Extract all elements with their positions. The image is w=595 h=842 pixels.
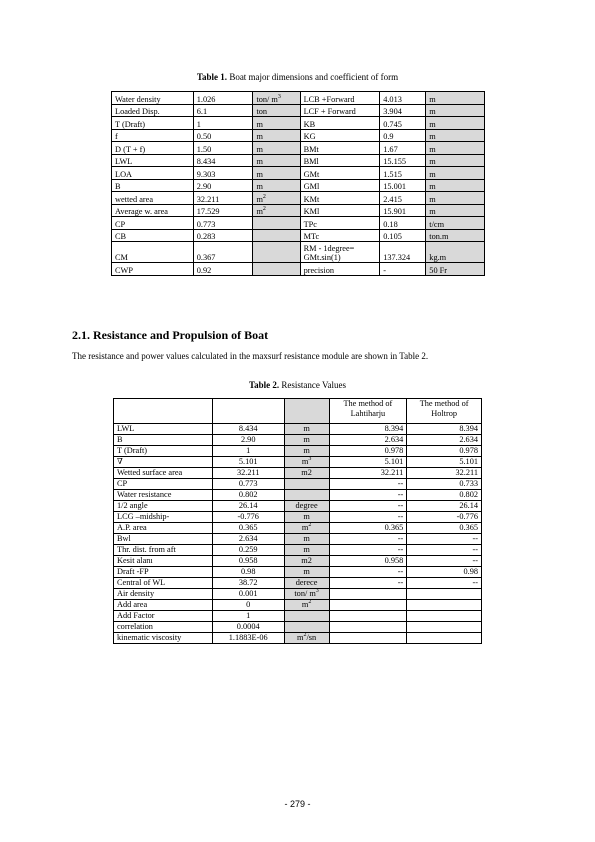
parameter-label: Loaded Disp. xyxy=(112,104,194,117)
parameter-unit-2: m xyxy=(426,192,485,205)
label-line-1: RM - 1degree= xyxy=(303,244,355,253)
header-blank-cell xyxy=(212,399,284,424)
parameter-label-2: KB xyxy=(300,117,380,130)
table2-caption xyxy=(0,380,595,390)
parameter-value: 0.958 xyxy=(212,556,284,567)
parameter-label: LOA xyxy=(112,167,194,180)
parameter-label: B xyxy=(112,179,194,192)
parameter-value: -0.776 xyxy=(212,512,284,523)
parameter-value: 1.1883E-06 xyxy=(212,633,284,644)
unit-text: m xyxy=(301,600,309,609)
holtrop-value xyxy=(407,611,482,622)
parameter-value: 0.001 xyxy=(212,589,284,600)
table-row xyxy=(112,204,485,217)
parameter-value-2: 1.515 xyxy=(380,167,426,180)
lahtiharju-value xyxy=(329,600,407,611)
table-row xyxy=(112,179,485,192)
unit-text: m xyxy=(301,523,309,532)
unit-exponent: 2 xyxy=(262,206,266,213)
unit-text: m xyxy=(256,182,263,191)
parameter-label: T (Draft) xyxy=(112,117,194,130)
holtrop-value: 26.14 xyxy=(407,501,482,512)
table-row xyxy=(114,567,482,578)
parameter-label-2: LCF + Forward xyxy=(300,104,380,117)
parameter-unit xyxy=(284,479,329,490)
parameter-value-2: 4.013 xyxy=(380,92,426,105)
parameter-label: D (T + f) xyxy=(112,142,194,155)
table-row xyxy=(112,167,485,180)
table-row xyxy=(112,217,485,230)
label-line-2: GMt.sin(1) xyxy=(303,253,341,262)
unit-text: m xyxy=(256,194,263,204)
parameter-unit xyxy=(284,545,329,556)
table-row xyxy=(114,589,482,600)
table-row xyxy=(114,633,482,644)
parameter-unit xyxy=(284,490,329,501)
lahtiharju-value: -- xyxy=(329,545,407,556)
holtrop-value xyxy=(407,600,482,611)
parameter-label: Water density xyxy=(112,92,194,105)
parameter-unit-2: m xyxy=(426,167,485,180)
table-row xyxy=(114,556,482,567)
parameter-value: 0.259 xyxy=(212,545,284,556)
unit-text: derece xyxy=(295,578,318,587)
header-blank-cell xyxy=(284,399,329,424)
header-blank-cell xyxy=(114,399,213,424)
parameter-value-2: 137.324 xyxy=(380,242,426,263)
parameter-unit xyxy=(253,204,300,217)
parameter-label-2: KMl xyxy=(300,204,380,217)
lahtiharju-value: -- xyxy=(329,567,407,578)
table-row xyxy=(114,523,482,534)
parameter-unit-2: m xyxy=(426,92,485,105)
parameter-label-2: MTc xyxy=(300,229,380,242)
parameter-label: LWL xyxy=(112,154,194,167)
table-row xyxy=(114,611,482,622)
parameter-unit xyxy=(253,154,300,167)
parameter-unit xyxy=(284,534,329,545)
parameter-label: Air density xyxy=(114,589,213,600)
parameter-value: 0.367 xyxy=(193,242,253,263)
parameter-label: 1/2 angle xyxy=(114,501,213,512)
parameter-unit xyxy=(284,512,329,523)
table-row xyxy=(114,490,482,501)
parameter-label: Central of WL xyxy=(114,578,213,589)
parameter-unit xyxy=(253,92,300,105)
unit-text: m xyxy=(303,534,310,543)
unit-text: ton/ m xyxy=(294,589,316,598)
parameter-unit xyxy=(284,611,329,622)
unit-text: m xyxy=(256,144,263,154)
unit-text: m xyxy=(297,633,304,642)
unit-text: m xyxy=(303,512,310,521)
table-row xyxy=(112,92,485,105)
parameter-value: 0.365 xyxy=(212,523,284,534)
lahtiharju-value: 0.365 xyxy=(329,523,407,534)
parameter-unit-2: m xyxy=(426,104,485,117)
parameter-label: LWL xyxy=(114,424,213,435)
parameter-unit xyxy=(284,435,329,446)
parameter-label-2: precision xyxy=(300,263,380,276)
parameter-value-2: 2.415 xyxy=(380,192,426,205)
header-holtrop: The method of Holtrop xyxy=(407,399,482,424)
parameter-unit-2: m xyxy=(426,154,485,167)
holtrop-value: 0.365 xyxy=(407,523,482,534)
holtrop-value: -- xyxy=(407,545,482,556)
table-row xyxy=(114,468,482,479)
table-row xyxy=(114,424,482,435)
holtrop-value xyxy=(407,589,482,600)
parameter-label-2: KG xyxy=(300,129,380,142)
holtrop-value: 0.978 xyxy=(407,446,482,457)
table2-caption-label: Table 2. xyxy=(248,380,280,390)
parameter-value-2: 0.9 xyxy=(380,129,426,142)
parameter-unit xyxy=(284,556,329,567)
parameter-value: 5.101 xyxy=(212,457,284,468)
lahtiharju-value: 5.101 xyxy=(329,457,407,468)
parameter-unit xyxy=(284,457,329,468)
unit-exponent: 3 xyxy=(277,93,281,100)
parameter-unit xyxy=(284,446,329,457)
unit-exponent: 2 xyxy=(308,522,312,529)
parameter-label-2: TPc xyxy=(300,217,380,230)
holtrop-value: 0.98 xyxy=(407,567,482,578)
parameter-value: 1 xyxy=(212,611,284,622)
lahtiharju-value: -- xyxy=(329,512,407,523)
table-row xyxy=(114,512,482,523)
table2-caption-text: Resistance Values xyxy=(279,380,346,390)
parameter-label: CP xyxy=(112,217,194,230)
parameter-unit xyxy=(284,424,329,435)
table-row xyxy=(114,446,482,457)
parameter-value: 6.1 xyxy=(193,104,253,117)
holtrop-value: -- xyxy=(407,534,482,545)
parameter-label: CP xyxy=(114,479,213,490)
parameter-label: Draft -FP xyxy=(114,567,213,578)
parameter-label: Wetted surface area xyxy=(114,468,213,479)
section-heading: 2.1. Resistance and Propulsion of Boat xyxy=(72,328,269,342)
unit-exponent: 2 xyxy=(303,632,307,639)
unit-text: m xyxy=(256,207,263,216)
parameter-label-2 xyxy=(300,242,380,263)
parameter-value: 2.90 xyxy=(212,435,284,446)
unit-text: m xyxy=(303,424,310,433)
parameter-unit-2: m xyxy=(426,117,485,130)
page-number: - 279 - xyxy=(284,799,311,809)
parameter-label: ∇ xyxy=(114,457,213,468)
parameter-value: 1.026 xyxy=(193,92,253,105)
holtrop-value: 2.634 xyxy=(407,435,482,446)
parameter-unit-2: kg.m xyxy=(426,242,485,263)
holtrop-value: 8.394 xyxy=(407,424,482,435)
parameter-value: 38.72 xyxy=(212,578,284,589)
parameter-value: 1.50 xyxy=(193,142,253,155)
parameter-value: 1 xyxy=(212,446,284,457)
table-row xyxy=(114,435,482,446)
parameter-unit xyxy=(253,117,300,130)
table-row xyxy=(114,479,482,490)
unit-text: m xyxy=(256,119,263,129)
table1-caption-label: Table 1. xyxy=(196,72,228,82)
lahtiharju-value: 2.634 xyxy=(329,435,407,446)
holtrop-value: -- xyxy=(407,556,482,567)
parameter-unit xyxy=(284,523,329,534)
table-row xyxy=(112,104,485,117)
parameter-unit xyxy=(284,468,329,479)
unit-text: ton xyxy=(256,107,268,116)
parameter-unit xyxy=(253,142,300,155)
parameter-value: 17.529 xyxy=(193,204,253,217)
parameter-value-2: - xyxy=(380,263,426,276)
resistance-table-header xyxy=(114,399,482,424)
lahtiharju-value xyxy=(329,611,407,622)
unit-text: ton/ m xyxy=(256,94,278,104)
lahtiharju-value xyxy=(329,622,407,633)
parameter-value-2: 0.18 xyxy=(380,217,426,230)
parameter-unit xyxy=(284,622,329,633)
parameter-unit xyxy=(253,242,300,263)
table1-caption-text: Boat major dimensions and coefficient of form xyxy=(227,72,399,82)
parameter-unit xyxy=(253,167,300,180)
parameter-label-2: LCB +Forward xyxy=(300,92,380,105)
parameter-unit xyxy=(253,104,300,117)
table1-caption xyxy=(0,72,595,82)
parameter-unit xyxy=(253,179,300,192)
lahtiharju-value xyxy=(329,633,407,644)
parameter-value: 0.773 xyxy=(212,479,284,490)
table-row xyxy=(112,229,485,242)
table-row xyxy=(112,129,485,142)
parameter-label: wetted area xyxy=(112,192,194,205)
unit-text: m xyxy=(303,435,310,444)
parameter-value-2: 1.67 xyxy=(380,142,426,155)
parameter-unit-2: 50 Fr xyxy=(426,263,485,276)
parameter-unit xyxy=(284,578,329,589)
parameter-value-2: 15.155 xyxy=(380,154,426,167)
table-row xyxy=(114,534,482,545)
holtrop-value: 0.802 xyxy=(407,490,482,501)
parameter-value: 9.303 xyxy=(193,167,253,180)
holtrop-value xyxy=(407,622,482,633)
parameter-label: Bwl xyxy=(114,534,213,545)
parameter-label: Add Factor xyxy=(114,611,213,622)
holtrop-value xyxy=(407,633,482,644)
parameter-unit-2: m xyxy=(426,204,485,217)
table-row xyxy=(114,501,482,512)
table-row xyxy=(114,545,482,556)
parameter-unit-2: ton.m xyxy=(426,229,485,242)
lahtiharju-value xyxy=(329,589,407,600)
unit-text: m xyxy=(256,157,263,166)
parameter-label-2: BMt xyxy=(300,142,380,155)
parameter-value: 32.211 xyxy=(193,192,253,205)
parameter-value: 0.92 xyxy=(193,263,253,276)
parameter-value: 8.434 xyxy=(212,424,284,435)
parameter-unit xyxy=(253,229,300,242)
parameter-unit xyxy=(284,567,329,578)
lahtiharju-value: -- xyxy=(329,578,407,589)
table-row xyxy=(114,600,482,611)
unit-text: m2 xyxy=(301,468,312,477)
parameter-value-2: 3.904 xyxy=(380,104,426,117)
parameter-value: 0.50 xyxy=(193,129,253,142)
parameter-unit-2: t/cm xyxy=(426,217,485,230)
parameter-label: correlation xyxy=(114,622,213,633)
parameter-unit xyxy=(253,192,300,205)
unit-suffix: /sn xyxy=(306,633,317,642)
parameter-label-2: GMl xyxy=(300,179,380,192)
lahtiharju-value: 0.958 xyxy=(329,556,407,567)
parameter-label: B xyxy=(114,435,213,446)
parameter-unit-2: m xyxy=(426,129,485,142)
parameter-value: 8.434 xyxy=(193,154,253,167)
table-row xyxy=(112,154,485,167)
parameter-label: Average w. area xyxy=(112,204,194,217)
parameter-label-2: GMt xyxy=(300,167,380,180)
lahtiharju-value: 0.978 xyxy=(329,446,407,457)
holtrop-value: -0.776 xyxy=(407,512,482,523)
table-row xyxy=(112,142,485,155)
parameter-unit-2: m xyxy=(426,179,485,192)
lahtiharju-value: -- xyxy=(329,501,407,512)
holtrop-value: 32.211 xyxy=(407,468,482,479)
parameter-value-2: 0.745 xyxy=(380,117,426,130)
lahtiharju-value: 8.394 xyxy=(329,424,407,435)
unit-text: m xyxy=(303,567,310,576)
unit-text: m xyxy=(256,169,263,179)
parameter-value: 0.98 xyxy=(212,567,284,578)
parameter-unit xyxy=(284,589,329,600)
parameter-label: T (Draft) xyxy=(114,446,213,457)
table-row xyxy=(112,242,485,263)
lahtiharju-value: -- xyxy=(329,479,407,490)
parameter-label: Kesit alanı xyxy=(114,556,213,567)
parameter-value: 0.0004 xyxy=(212,622,284,633)
table-row xyxy=(114,578,482,589)
parameter-unit xyxy=(284,600,329,611)
parameter-value: 32.211 xyxy=(212,468,284,479)
parameter-unit xyxy=(253,129,300,142)
parameter-unit xyxy=(284,633,329,644)
parameter-label: A.P. area xyxy=(114,523,213,534)
unit-text: m xyxy=(303,446,310,455)
parameter-label-2: KMt xyxy=(300,192,380,205)
unit-exponent: 3 xyxy=(308,456,312,463)
parameter-label: Thr. dist. from aft xyxy=(114,545,213,556)
unit-exponent: 2 xyxy=(262,193,266,200)
unit-exponent: 2 xyxy=(308,599,312,606)
parameter-value-2: 0.105 xyxy=(380,229,426,242)
section-paragraph: The resistance and power values calculated in the maxsurf resistance module are shown in Table 2. xyxy=(72,351,429,361)
parameter-unit xyxy=(284,501,329,512)
header-lahtiharju: The method of Lahtiharju xyxy=(329,399,407,424)
parameter-value: 1 xyxy=(193,117,253,130)
parameter-value: 0 xyxy=(212,600,284,611)
parameter-value: 26.14 xyxy=(212,501,284,512)
parameter-label-2: BMl xyxy=(300,154,380,167)
parameter-value: 0.802 xyxy=(212,490,284,501)
parameter-label: f xyxy=(112,129,194,142)
parameter-value-2: 15.901 xyxy=(380,204,426,217)
parameter-value-2: 15.001 xyxy=(380,179,426,192)
resistance-table xyxy=(113,398,482,644)
parameter-value: 2.634 xyxy=(212,534,284,545)
unit-text: degree xyxy=(295,501,318,510)
table-row xyxy=(114,457,482,468)
parameter-label: LCG –midship- xyxy=(114,512,213,523)
holtrop-value: 0.733 xyxy=(407,479,482,490)
lahtiharju-value: 32.211 xyxy=(329,468,407,479)
unit-text: m xyxy=(256,132,263,141)
dimensions-table xyxy=(111,91,485,276)
unit-text: m2 xyxy=(301,556,312,565)
holtrop-value: 5.101 xyxy=(407,457,482,468)
parameter-value: 2.90 xyxy=(193,179,253,192)
parameter-unit-2: m xyxy=(426,142,485,155)
table-row xyxy=(112,192,485,205)
table-row xyxy=(112,263,485,276)
table-row xyxy=(112,117,485,130)
parameter-label: kinematic viscosity xyxy=(114,633,213,644)
unit-text: m xyxy=(303,545,310,554)
parameter-label: Water resistance xyxy=(114,490,213,501)
parameter-label: CWP xyxy=(112,263,194,276)
parameter-value: 0.773 xyxy=(193,217,253,230)
lahtiharju-value: -- xyxy=(329,490,407,501)
parameter-unit xyxy=(253,217,300,230)
parameter-unit xyxy=(253,263,300,276)
parameter-label: CB xyxy=(112,229,194,242)
parameter-label: CM xyxy=(112,242,194,263)
holtrop-value: -- xyxy=(407,578,482,589)
parameter-label: Add area xyxy=(114,600,213,611)
unit-exponent: 3 xyxy=(315,588,319,595)
parameter-value: 0.283 xyxy=(193,229,253,242)
lahtiharju-value: -- xyxy=(329,534,407,545)
unit-text: m xyxy=(301,457,309,466)
table-row xyxy=(114,622,482,633)
